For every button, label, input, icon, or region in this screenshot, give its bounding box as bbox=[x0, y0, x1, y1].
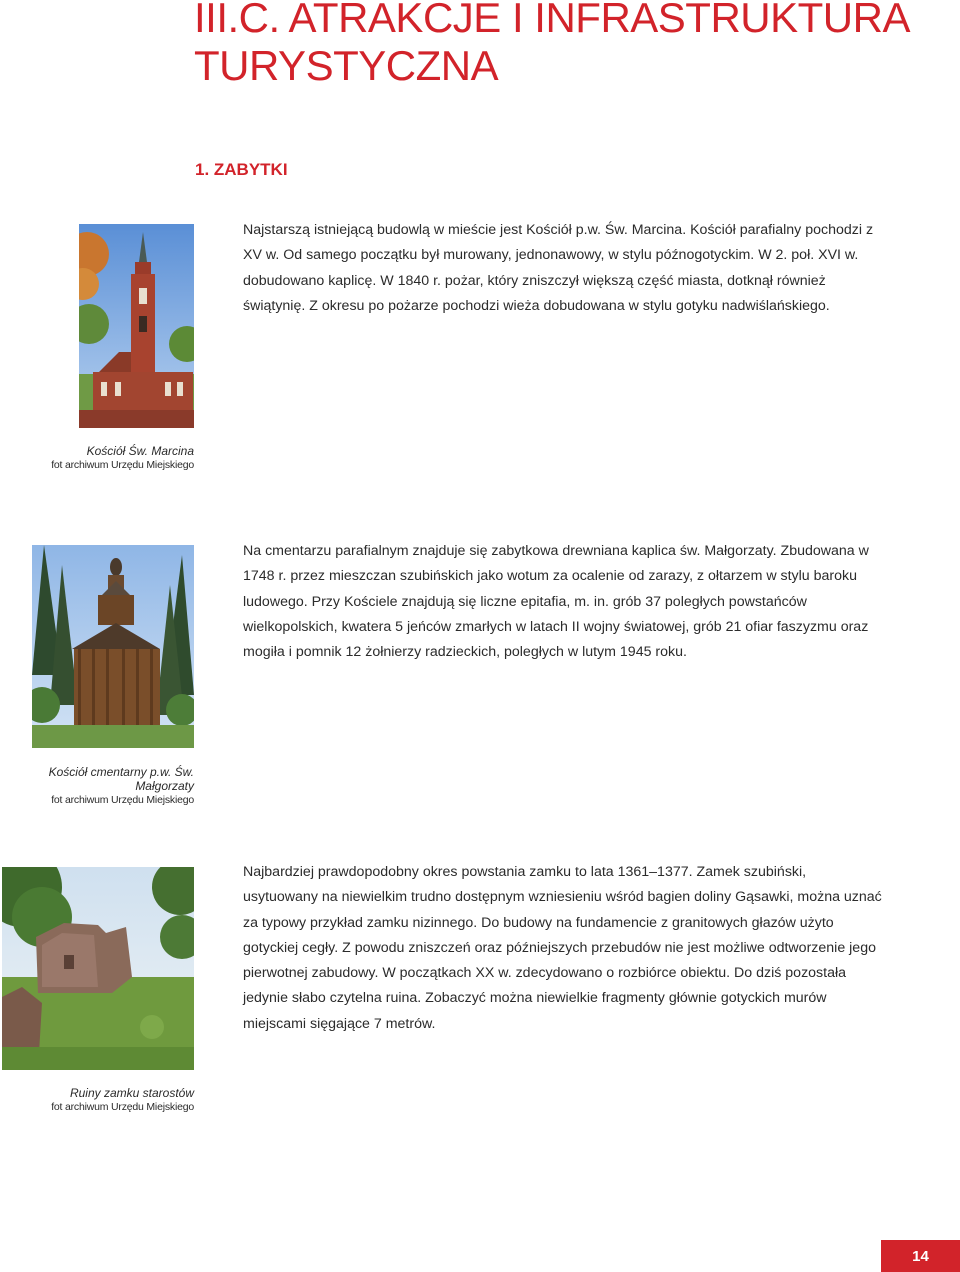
section-heading: 1. ZABYTKI bbox=[195, 160, 288, 179]
church-photo bbox=[79, 224, 194, 428]
caption-credit: fot archiwum Urzędu Miejskiego bbox=[51, 794, 194, 806]
caption-title: Ruiny zamku starostów bbox=[69, 1086, 194, 1100]
caption-title: Kościół Św. Marcina bbox=[86, 444, 194, 458]
caption-title: Kościół cmentarny p.w. Św. Małgorzaty bbox=[48, 765, 194, 793]
ruins-description: Najbardziej prawdopodobny okres powstania zamku to lata 1361–1377. Zamek szubiński, usytuowany na niewielkim trudno dostępnym wzniesieniu wśród bagien doliny Gąsawki, można uznać za typowy przykład zamku nizinnego. Do budowy na fundamencie z granitowych głazów użyto gotyckiej cegły. Z powodu zniszczeń oraz późniejszych przebudów nie jest możliwe odtworzenie jego pierwotnej zabudowy. W początkach XX w. zdecydowano o rozbiórce obiektu. Do dziś pozostała jedynie słabo czytelna ruina. Zobaczyć można niewielkie fragmenty głównie gotyckich murów miejscami sięgające 7 metrów. bbox=[243, 864, 882, 1032]
church-description: Najstarszą istniejącą budowlą w mieście jest Kościół p.w. Św. Marcina. Kościół parafialny pochodzi z XV w. Od samego początku był murowany, jednonawowy, w stylu późnogotyckim. W 2. poł. XVI w. dobudowano kaplicę. W 1840 r. pożar, który zniszczył większą część miasta, dotknął również świątynię. Z okresu po pożarze pochodzi wieża dobudowana w stylu gotyku nadwiślańskiego. bbox=[243, 222, 874, 314]
caption-credit: fot archiwum Urzędu Miejskiego bbox=[51, 1101, 194, 1113]
ruins-caption bbox=[24, 1086, 194, 1114]
castle-ruins-photo bbox=[2, 867, 194, 1070]
wooden-chapel-photo bbox=[32, 545, 194, 748]
chapel-description: Na cmentarzu parafialnym znajduje się zabytkowa drewniana kaplica św. Małgorzaty. Zbudowana w 1748 r. przez mieszczan szubińskich jako wotum za ocalenie od zarazy, z ołtarzem w stylu baroku ludowego. Przy Kościele znajdują się liczne epitafia, m. in. grób 37 poległych powstańców wielkopolskich, kwatera 5 jeńców zmarłych w latach II wojny światowej, grób 21 ofiar faszyzmu oraz mogiła i pomnik 12 żołnierzy radzieckich, poległych w lutym 1945 roku. bbox=[243, 543, 869, 661]
caption-credit: fot archiwum Urzędu Miejskiego bbox=[51, 459, 194, 471]
chapel-caption bbox=[24, 765, 194, 807]
church-caption bbox=[24, 444, 194, 472]
page-title: III.C. ATRAKCJE I INFRASTRUKTURA TURYSTYCZNA bbox=[194, 0, 908, 89]
page-number: 14 bbox=[881, 1240, 960, 1272]
